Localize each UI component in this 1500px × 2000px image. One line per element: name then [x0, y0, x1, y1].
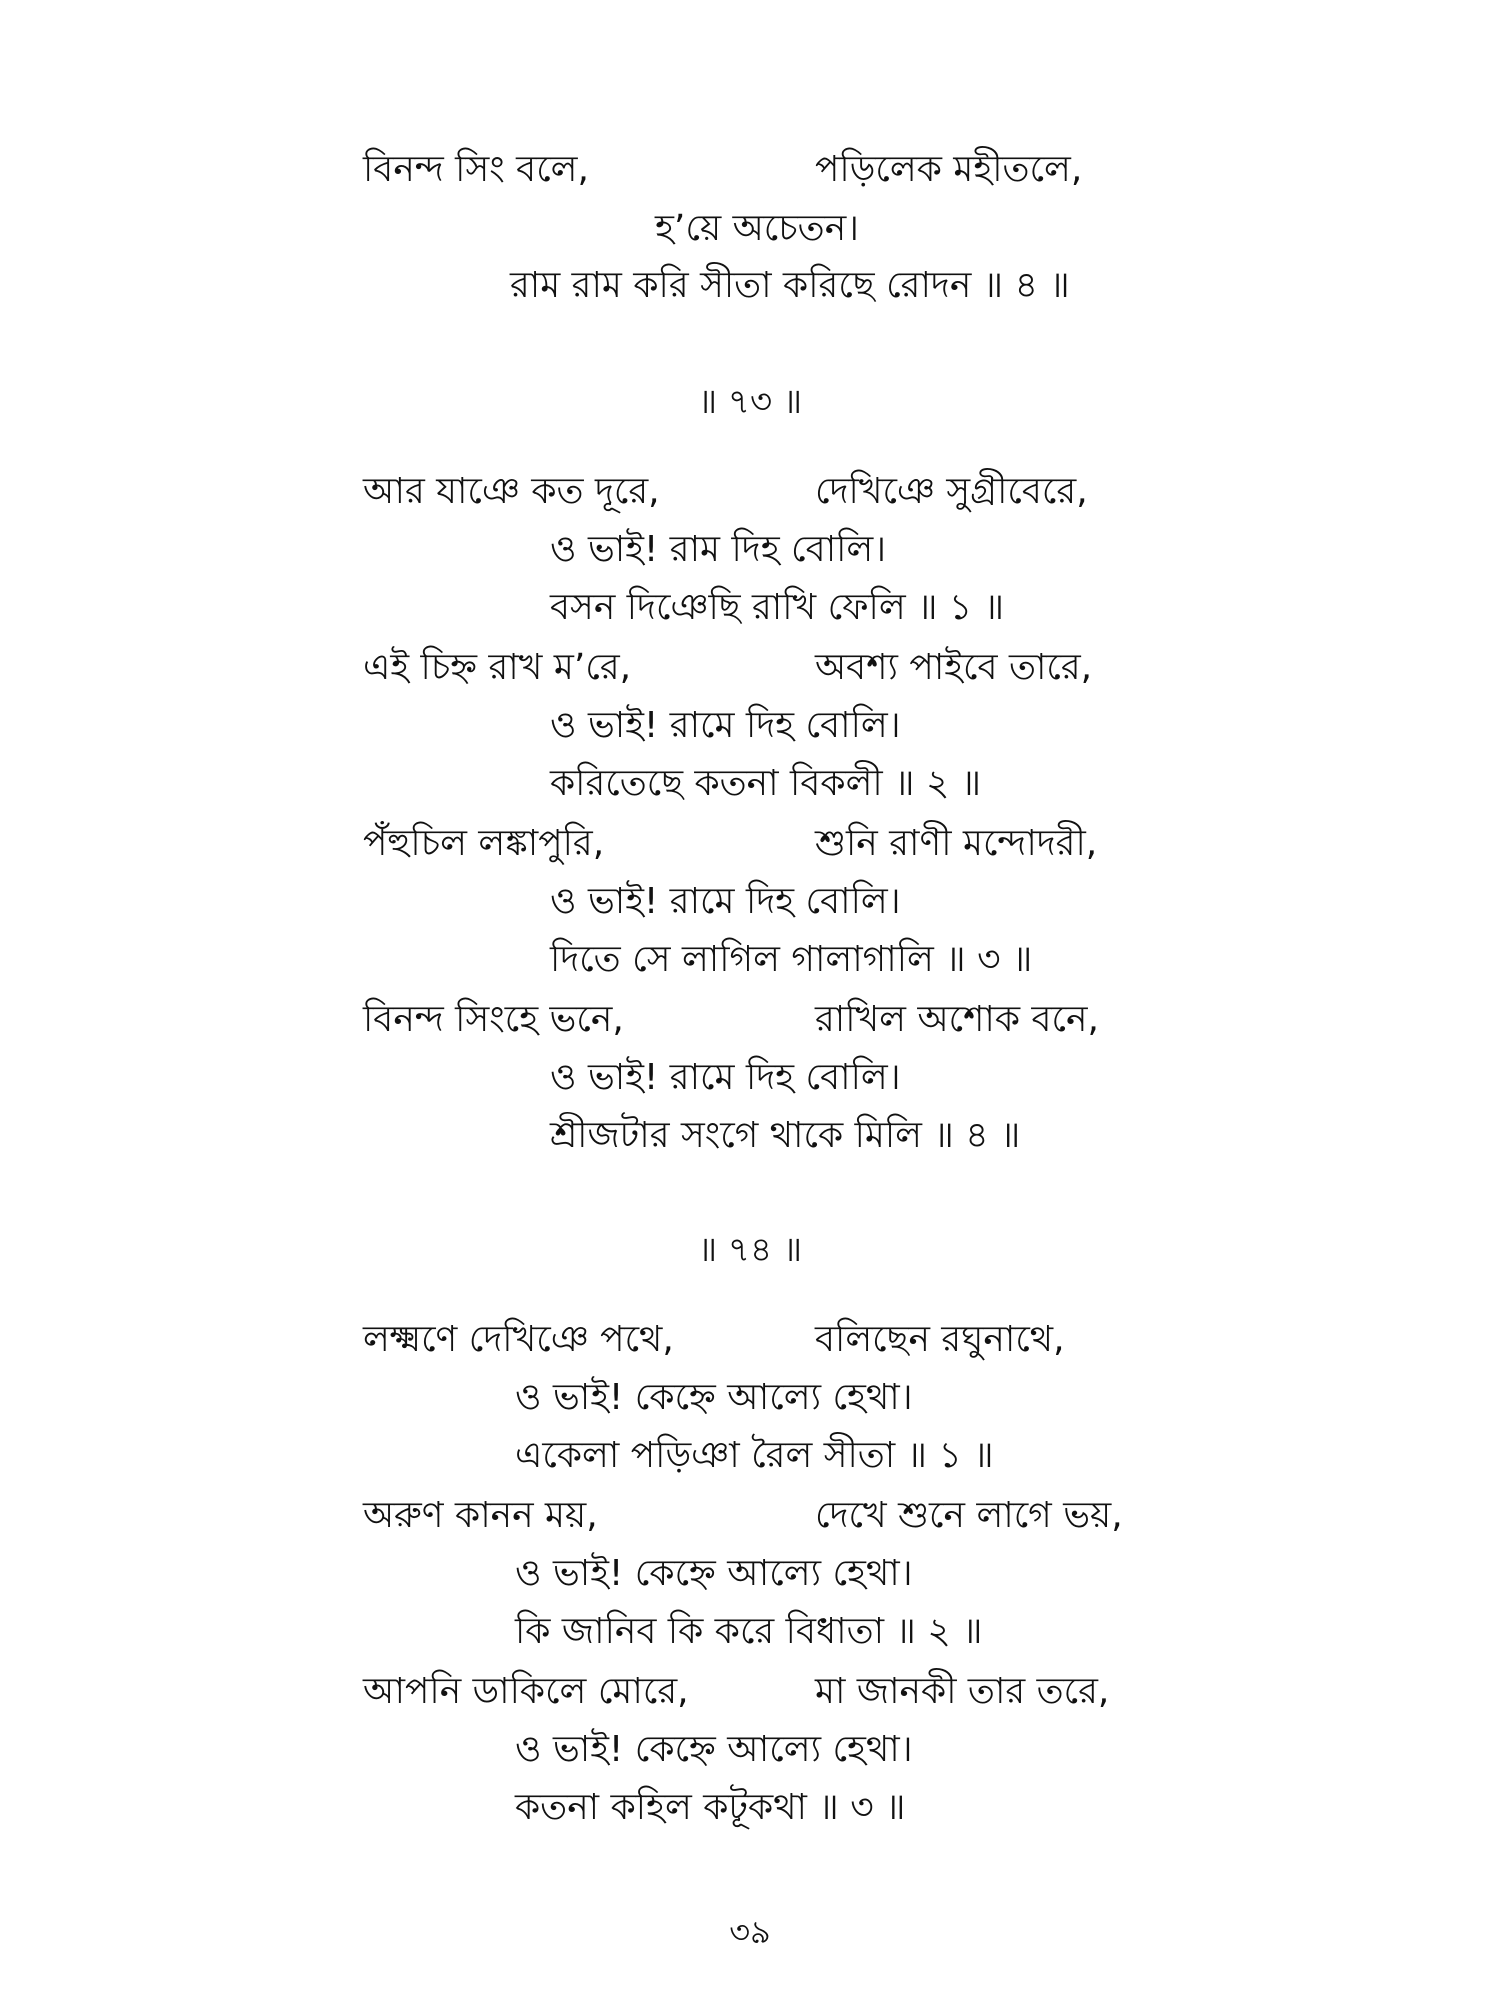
song74-s3-second-half: মা জানকী তার তরে, — [815, 1671, 1110, 1712]
song73-s4-first-half: বিনন্দ সিংহে ভনে, — [363, 999, 624, 1040]
song74-s1-closing: একেলা পড়িঞা রৈল সীতা ॥ ১ ॥ — [515, 1435, 994, 1476]
song73-s3-closing: দিতে সে লাগিল গালাগালি ॥ ৩ ॥ — [550, 939, 1033, 980]
song74-s1-first-half: লক্ষ্মণে দেখিঞে পথে, — [363, 1319, 674, 1360]
song73-s1-second-half: দেখিঞে সুগ্রীবেরে, — [815, 471, 1088, 512]
song72-line1-second-half: পড়িলেক মহীতলে, — [815, 149, 1083, 190]
song74-s3-refrain: ও ভাই! কেহ্নে আল্যে হেথা। — [515, 1729, 913, 1770]
song73-s4-second-half: রাখিল অশোক বনে, — [815, 999, 1099, 1040]
song73-s2-first-half: এই চিহ্ন রাখ ম’রে, — [363, 647, 632, 688]
song73-s1-closing: বসন দিঞেছি রাখি ফেলি ॥ ১ ॥ — [550, 587, 1005, 628]
song74-s1-refrain: ও ভাই! কেহ্নে আল্যে হেথা। — [515, 1377, 913, 1418]
song73-s3-refrain: ও ভাই! রামে দিহ বোলি। — [550, 881, 901, 922]
song74-s2-second-half: দেখে শুনে লাগে ভয়, — [815, 1495, 1123, 1536]
song74-number: ॥ ৭৪ ॥ — [697, 1230, 803, 1270]
song73-s3-first-half: পঁহুচিল লঙ্কাপুরি, — [363, 823, 605, 864]
song74-s2-closing: কি জানিব কি করে বিধাতা ॥ ২ ॥ — [515, 1611, 983, 1652]
song73-number: ॥ ৭৩ ॥ — [697, 382, 803, 422]
song73-s4-refrain: ও ভাই! রামে দিহ বোলি। — [550, 1057, 901, 1098]
song74-s3-closing: কতনা কহিল কটূকথা ॥ ৩ ॥ — [515, 1787, 906, 1828]
song73-s1-first-half: আর যাঞে কত দূরে, — [363, 471, 660, 512]
song72-line2: হ’য়ে অচেতন। — [655, 208, 860, 249]
song73-s2-second-half: অবশ্য পাইবে তারে, — [815, 647, 1093, 688]
song74-s3-first-half: আপনি ডাকিলে মোরে, — [363, 1671, 689, 1712]
song73-s4-closing: শ্রীজটার সংগে থাকে মিলি ॥ ৪ ॥ — [550, 1115, 1021, 1156]
song73-s1-refrain: ও ভাই! রাম দিহ বোলি। — [550, 529, 887, 570]
song72-line3: রাম রাম করি সীতা করিছে রোদন ॥ ৪ ॥ — [510, 265, 1070, 306]
song74-s2-refrain: ও ভাই! কেহ্নে আল্যে হেথা। — [515, 1553, 913, 1594]
song73-s2-refrain: ও ভাই! রামে দিহ বোলি। — [550, 705, 901, 746]
song72-line1-first-half: বিনন্দ সিং বলে, — [363, 149, 589, 190]
song74-s2-first-half: অরুণ কানন ময়, — [363, 1495, 598, 1536]
song74-s1-second-half: বলিছেন রঘুনাথে, — [815, 1319, 1065, 1360]
song73-s2-closing: করিতেছে কতনা বিকলী ॥ ২ ॥ — [550, 763, 982, 804]
page-number: ৩৯ — [729, 1913, 771, 1951]
song73-s3-second-half: শুনি রাণী মন্দোদরী, — [815, 823, 1098, 864]
